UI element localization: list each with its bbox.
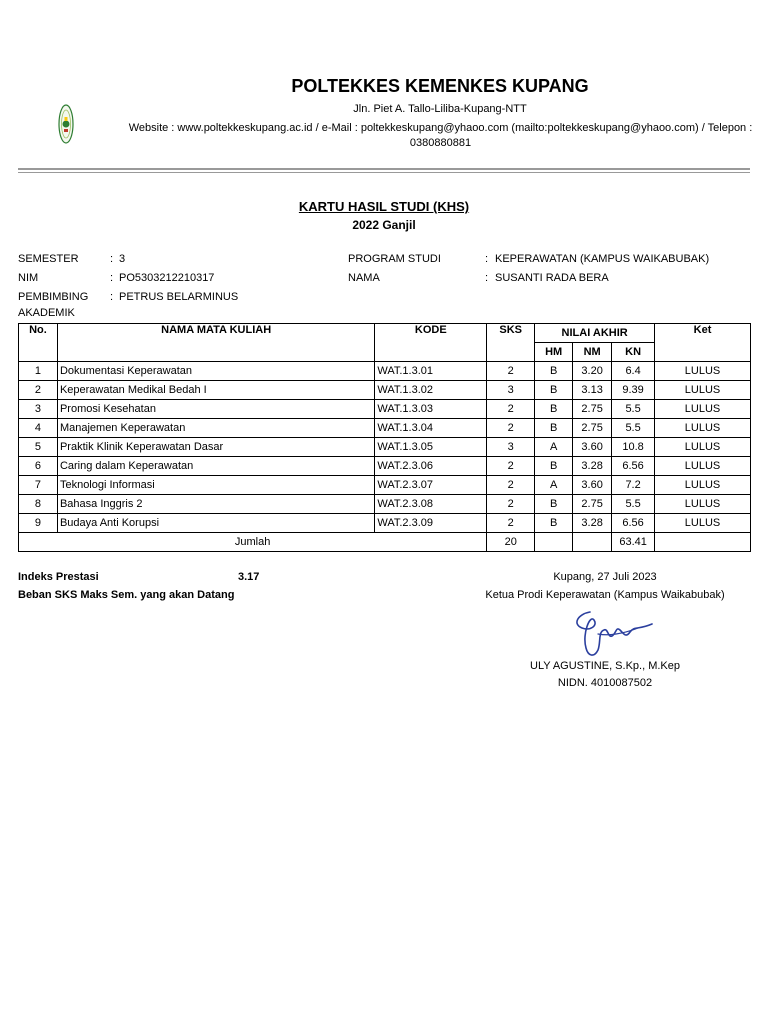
row-code: WAT.1.3.04	[375, 419, 487, 438]
total-sks: 20	[487, 533, 535, 552]
sign-place-date: Kupang, 27 Juli 2023	[553, 571, 657, 583]
row-hm: A	[535, 476, 573, 495]
row-no: 1	[19, 362, 58, 381]
advisor-label-line2: AKADEMIK	[18, 307, 75, 319]
institution-contact: Website : www.poltekkeskupang.ac.id / e-Mail : poltekkeskupang@yhaoo.com (mailto:poltekkeskupang@yhaoo.com) / Telepon : 0380880881	[128, 122, 753, 149]
header-kn: KN	[612, 343, 655, 362]
row-code: WAT.1.3.02	[375, 381, 487, 400]
row-ket: LULUS	[655, 495, 751, 514]
row-code: WAT.2.3.06	[375, 457, 487, 476]
table-row	[19, 400, 751, 419]
semester-value: 3	[119, 253, 126, 265]
row-no: 3	[19, 400, 58, 419]
program-colon: :	[485, 253, 489, 265]
row-course: Budaya Anti Korupsi	[57, 514, 374, 533]
row-nm: 3.60	[573, 476, 612, 495]
header-sks: SKS	[487, 324, 535, 362]
name-label: NAMA	[348, 272, 380, 284]
row-sks: 2	[487, 514, 535, 533]
signer-nidn: NIDN. 4010087502	[557, 677, 653, 689]
table-row	[19, 457, 751, 476]
row-course: Praktik Klinik Keperawatan Dasar	[57, 438, 374, 457]
row-nm: 3.13	[573, 381, 612, 400]
row-ket: LULUS	[655, 381, 751, 400]
name-colon: :	[485, 272, 489, 284]
row-hm: B	[535, 381, 573, 400]
row-nm: 2.75	[573, 400, 612, 419]
row-nm: 3.20	[573, 362, 612, 381]
row-sks: 3	[487, 438, 535, 457]
program-value: KEPERAWATAN (KAMPUS WAIKABUBAK)	[495, 253, 710, 265]
row-ket: LULUS	[655, 400, 751, 419]
header-code: KODE	[375, 324, 487, 362]
name-value: SUSANTI RADA BERA	[495, 272, 609, 284]
row-sks: 2	[487, 400, 535, 419]
table-row	[19, 438, 751, 457]
row-code: WAT.2.3.08	[375, 495, 487, 514]
table-row	[19, 381, 751, 400]
row-course: Manajemen Keperawatan	[57, 419, 374, 438]
row-hm: A	[535, 438, 573, 457]
advisor-colon: :	[110, 291, 114, 303]
row-nm: 3.28	[573, 457, 612, 476]
total-ket-empty	[655, 533, 751, 552]
total-hm-empty	[535, 533, 573, 552]
total-label: Jumlah	[19, 533, 487, 552]
row-kn: 5.5	[612, 495, 655, 514]
row-ket: LULUS	[655, 362, 751, 381]
row-sks: 2	[487, 495, 535, 514]
row-nm: 3.28	[573, 514, 612, 533]
row-hm: B	[535, 419, 573, 438]
row-hm: B	[535, 400, 573, 419]
header-divider	[18, 168, 750, 170]
row-course: Keperawatan Medikal Bedah I	[57, 381, 374, 400]
ip-label: Indeks Prestasi	[18, 571, 99, 583]
row-kn: 10.8	[612, 438, 655, 457]
document-period: 2022 Ganjil	[352, 218, 416, 232]
row-code: WAT.2.3.07	[375, 476, 487, 495]
header-divider-thin	[18, 172, 750, 173]
row-no: 6	[19, 457, 58, 476]
table-row	[19, 362, 751, 381]
row-kn: 7.2	[612, 476, 655, 495]
header-hm: HM	[535, 343, 573, 362]
ip-value: 3.17	[238, 571, 260, 583]
header-nm: NM	[573, 343, 612, 362]
row-no: 9	[19, 514, 58, 533]
row-no: 4	[19, 419, 58, 438]
nim-label: NIM	[18, 272, 39, 284]
table-total-row	[19, 533, 751, 552]
row-code: WAT.1.3.01	[375, 362, 487, 381]
table-row	[19, 476, 751, 495]
table-row	[19, 495, 751, 514]
row-ket: LULUS	[655, 514, 751, 533]
row-nm: 2.75	[573, 419, 612, 438]
semester-label: SEMESTER	[18, 253, 79, 265]
header-final-grade: NILAI AKHIR	[535, 324, 655, 343]
institution-address: Jln. Piet A. Tallo-Liliba-Kupang-NTT	[353, 103, 527, 115]
institution-name: POLTEKKES KEMENKES KUPANG	[291, 76, 589, 96]
total-nm-empty	[573, 533, 612, 552]
row-hm: B	[535, 457, 573, 476]
row-no: 7	[19, 476, 58, 495]
program-label: PROGRAM STUDI	[348, 253, 441, 265]
row-sks: 2	[487, 457, 535, 476]
header-course: NAMA MATA KULIAH	[57, 324, 374, 362]
nim-value: PO5303212210317	[119, 272, 215, 284]
row-nm: 2.75	[573, 495, 612, 514]
row-sks: 2	[487, 476, 535, 495]
row-kn: 6.56	[612, 514, 655, 533]
row-sks: 3	[487, 381, 535, 400]
row-hm: B	[535, 495, 573, 514]
row-ket: LULUS	[655, 457, 751, 476]
row-kn: 6.4	[612, 362, 655, 381]
row-hm: B	[535, 514, 573, 533]
table-row	[19, 419, 751, 438]
row-course: Caring dalam Keperawatan	[57, 457, 374, 476]
sign-position: Ketua Prodi Keperawatan (Kampus Waikabubak)	[485, 589, 725, 601]
row-nm: 3.60	[573, 438, 612, 457]
row-kn: 9.39	[612, 381, 655, 400]
total-kn: 63.41	[612, 533, 655, 552]
row-course: Teknologi Informasi	[57, 476, 374, 495]
advisor-value: PETRUS BELARMINUS	[119, 291, 239, 303]
semester-colon: :	[110, 253, 114, 265]
row-course: Bahasa Inggris 2	[57, 495, 374, 514]
row-ket: LULUS	[655, 476, 751, 495]
table-header-row	[19, 324, 751, 343]
row-code: WAT.2.3.09	[375, 514, 487, 533]
document-title: KARTU HASIL STUDI (KHS)	[298, 199, 470, 214]
row-course: Dokumentasi Keperawatan	[57, 362, 374, 381]
row-ket: LULUS	[655, 438, 751, 457]
row-hm: B	[535, 362, 573, 381]
max-sks-label: Beban SKS Maks Sem. yang akan Datang	[18, 589, 235, 601]
table-row	[19, 514, 751, 533]
row-kn: 5.5	[612, 400, 655, 419]
row-kn: 5.5	[612, 419, 655, 438]
row-code: WAT.1.3.05	[375, 438, 487, 457]
signer-name: ULY AGUSTINE, S.Kp., M.Kep	[530, 660, 680, 672]
row-code: WAT.1.3.03	[375, 400, 487, 419]
header-no: No.	[19, 324, 58, 362]
header-ket: Ket	[655, 324, 751, 362]
grades-table	[18, 323, 751, 552]
row-sks: 2	[487, 362, 535, 381]
nim-colon: :	[110, 272, 114, 284]
row-sks: 2	[487, 419, 535, 438]
row-no: 2	[19, 381, 58, 400]
institution-logo-icon	[58, 103, 74, 145]
advisor-label: PEMBIMBING	[18, 291, 89, 303]
row-course: Promosi Kesehatan	[57, 400, 374, 419]
row-no: 5	[19, 438, 58, 457]
row-no: 8	[19, 495, 58, 514]
signature-icon	[568, 604, 658, 659]
row-kn: 6.56	[612, 457, 655, 476]
row-ket: LULUS	[655, 419, 751, 438]
